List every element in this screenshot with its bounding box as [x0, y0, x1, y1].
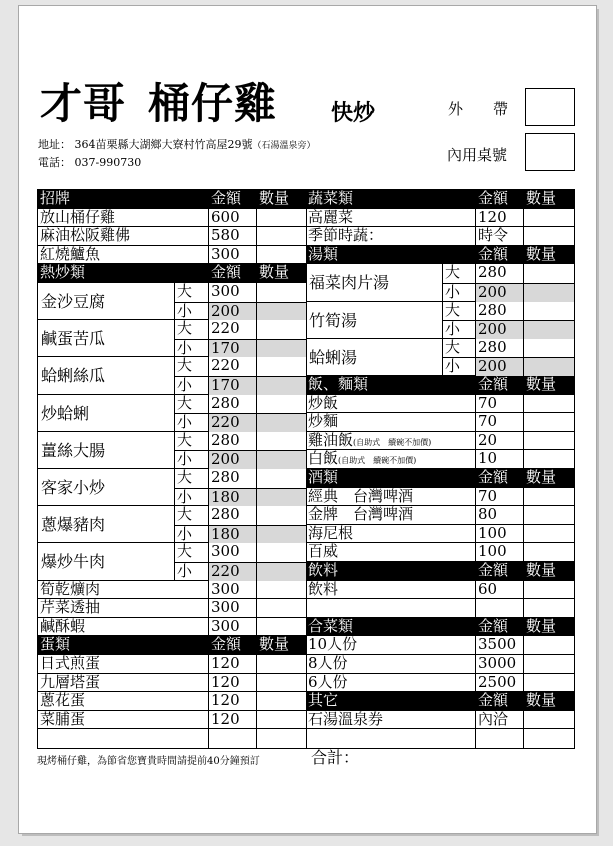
size-label: 大 — [442, 339, 475, 358]
table-number-box[interactable] — [525, 133, 575, 171]
item-price: 時令 — [475, 227, 523, 245]
qty-cell[interactable] — [256, 414, 306, 432]
item-price: 220 — [208, 320, 256, 339]
size-label: 小 — [442, 284, 475, 302]
item-price: 200 — [475, 284, 523, 302]
size-row-large — [442, 264, 574, 283]
price-column-header: 金額 — [208, 264, 256, 282]
sized-menu-item — [38, 395, 306, 432]
size-row-large — [174, 283, 306, 302]
menu-item-row — [306, 655, 574, 674]
qty-cell[interactable] — [523, 432, 574, 450]
item-price: 180 — [208, 526, 256, 544]
item-price: 70 — [475, 413, 523, 431]
qty-cell[interactable] — [256, 469, 306, 488]
qty-cell[interactable] — [256, 655, 306, 673]
grid-line — [208, 729, 209, 748]
item-name: 經典 台灣啤酒 — [308, 487, 414, 505]
menu-item-row — [38, 711, 306, 730]
qty-cell[interactable] — [256, 340, 306, 358]
qty-cell[interactable] — [256, 283, 306, 302]
size-label: 大 — [174, 320, 208, 339]
item-price: 200 — [208, 451, 256, 469]
section-title: 蔬菜類 — [308, 190, 354, 207]
item-price: 170 — [208, 340, 256, 358]
qty-cell[interactable] — [523, 599, 574, 617]
menu-item-row — [306, 506, 574, 525]
size-row-small — [174, 488, 306, 507]
menu-item-row — [38, 674, 306, 693]
size-row-large — [174, 469, 306, 488]
menu-item-row — [306, 711, 574, 730]
section-header-soup — [306, 246, 574, 265]
size-label: 大 — [174, 432, 208, 451]
size-row-large — [174, 320, 306, 339]
item-name: 10人份 — [308, 636, 358, 654]
size-row-small — [174, 525, 306, 544]
price-column-header: 金額 — [475, 190, 523, 208]
qty-column-header: 數量 — [256, 190, 306, 208]
sized-menu-item — [38, 469, 306, 506]
item-name: 蛤蜊絲瓜 — [41, 366, 106, 386]
size-label: 大 — [442, 302, 475, 321]
item-name: 芹菜透抽 — [40, 599, 101, 617]
section-title: 其它 — [308, 692, 339, 710]
size-row-small — [174, 450, 306, 469]
item-name: 飲料 — [308, 580, 339, 598]
item-price: 220 — [208, 563, 256, 581]
sized-menu-item — [38, 357, 306, 394]
restaurant-name: 才哥 桶仔雞 — [40, 79, 278, 128]
item-price: 2500 — [475, 674, 523, 692]
section-title: 招牌 — [40, 190, 71, 207]
qty-cell[interactable] — [256, 246, 306, 264]
size-row-small — [174, 413, 306, 432]
size-row-large — [174, 543, 306, 562]
item-note: (自助式 續碗不加價) — [338, 456, 417, 466]
qty-cell[interactable] — [523, 321, 574, 339]
size-label: 大 — [174, 357, 208, 376]
item-name: 福菜肉片湯 — [309, 273, 390, 293]
menu-item-row — [38, 581, 306, 600]
item-price: 70 — [475, 488, 523, 506]
qty-cell[interactable] — [256, 209, 306, 227]
qty-column-header: 數量 — [523, 246, 574, 264]
size-row-large — [174, 395, 306, 414]
section-header-stirfry — [38, 264, 306, 283]
item-name: 炒蛤蜊 — [41, 403, 90, 423]
section-header-rice — [306, 376, 574, 395]
section-title: 蛋類 — [40, 636, 71, 654]
item-name: 雞油飯(自助式 續碗不加價) — [308, 431, 432, 449]
qty-cell[interactable] — [256, 711, 306, 729]
item-price: 280 — [208, 432, 256, 451]
qty-cell[interactable] — [523, 674, 574, 692]
size-label: 小 — [174, 414, 208, 432]
item-name: 白飯(自助式 續碗不加價) — [308, 450, 417, 468]
qty-cell[interactable] — [523, 711, 574, 729]
menu-item-row — [38, 618, 306, 637]
item-price: 200 — [208, 303, 256, 321]
qty-cell[interactable] — [523, 506, 574, 524]
qty-column-header: 數量 — [256, 264, 306, 282]
qty-cell[interactable] — [523, 488, 574, 506]
takeout-label: 外 帶 — [448, 100, 509, 118]
item-price: 300 — [208, 599, 256, 617]
size-row-small — [442, 357, 574, 376]
menu-item-row — [38, 246, 306, 265]
qty-column-header: 數量 — [523, 562, 574, 580]
item-note: (自助式 續碗不加價) — [353, 437, 432, 447]
menu-item-row — [306, 636, 574, 655]
item-name: 九層塔蛋 — [40, 673, 101, 691]
grid-line — [256, 729, 257, 748]
menu-item-row — [38, 227, 306, 246]
menu-item-row — [306, 488, 574, 507]
qty-column-header: 數量 — [523, 376, 574, 394]
item-name: 石湯溫泉券 — [308, 710, 384, 728]
total-label: 合計： — [311, 748, 360, 767]
section-header-veg — [306, 190, 574, 209]
menu-item-row — [38, 209, 306, 228]
item-price: 100 — [475, 525, 523, 543]
item-price: 300 — [208, 618, 256, 636]
item-price: 120 — [208, 674, 256, 692]
item-price: 20 — [475, 432, 523, 450]
qty-cell[interactable] — [523, 581, 574, 599]
price-column-header: 金額 — [475, 246, 523, 264]
menu-item-row — [306, 227, 574, 246]
item-price: 120 — [208, 692, 256, 710]
section-header-signature — [38, 190, 306, 209]
section-title: 合菜類 — [308, 617, 354, 635]
qty-cell[interactable] — [523, 358, 574, 376]
size-label: 大 — [174, 283, 208, 302]
item-price: 280 — [208, 395, 256, 414]
item-name: 麻油松阪雞佛 — [40, 227, 131, 245]
qty-cell[interactable] — [256, 320, 306, 339]
qty-cell[interactable] — [256, 227, 306, 245]
dine-in-label: 內用桌號 — [447, 146, 508, 164]
item-name: 蔥花蛋 — [40, 692, 86, 710]
qty-cell[interactable] — [523, 339, 574, 358]
section-title: 酒類 — [308, 469, 339, 486]
size-label: 小 — [174, 563, 208, 581]
item-name: 紅燒鱸魚 — [40, 245, 101, 263]
size-row-large — [174, 357, 306, 376]
item-name: 炒飯 — [308, 394, 339, 412]
size-label: 小 — [174, 451, 208, 469]
qty-column-header: 數量 — [523, 618, 574, 636]
qty-cell[interactable] — [523, 543, 574, 561]
size-label: 大 — [174, 543, 208, 562]
item-name: 薑絲大腸 — [41, 440, 106, 460]
price-column-header: 金額 — [475, 618, 523, 636]
item-price: 60 — [475, 581, 523, 599]
item-price: 120 — [475, 209, 523, 227]
qty-cell[interactable] — [256, 599, 306, 617]
item-name: 菜脯蛋 — [40, 710, 86, 728]
qty-column-header: 數量 — [523, 190, 574, 208]
item-price: 70 — [475, 395, 523, 413]
qty-cell[interactable] — [256, 543, 306, 562]
qty-cell[interactable] — [256, 506, 306, 525]
section-title: 熱炒類 — [40, 264, 86, 282]
preorder-note: 現烤桶仔雞，為節省您寶貴時間請提前40分鐘預訂 — [37, 756, 260, 767]
qty-column-header: 數量 — [523, 469, 574, 487]
item-price: 3500 — [475, 636, 523, 654]
price-column-header: 金額 — [475, 562, 523, 580]
grid-line — [523, 729, 524, 748]
item-price — [475, 599, 523, 617]
item-price: 10 — [475, 450, 523, 468]
item-price: 280 — [208, 469, 256, 488]
item-price: 200 — [475, 321, 523, 339]
menu-item-row — [306, 581, 574, 600]
size-label: 小 — [442, 358, 475, 376]
item-price: 600 — [208, 209, 256, 227]
size-row-small — [174, 562, 306, 581]
size-label: 小 — [442, 321, 475, 339]
section-header-drinks — [306, 562, 574, 581]
item-name: 竹筍湯 — [309, 310, 358, 330]
qty-cell[interactable] — [523, 284, 574, 302]
size-label: 大 — [442, 264, 475, 283]
size-label: 小 — [174, 377, 208, 395]
price-column-header: 金額 — [475, 469, 523, 487]
qty-cell[interactable] — [256, 674, 306, 692]
item-name: 爆炒牛肉 — [41, 552, 106, 572]
qty-column-header: 數量 — [523, 692, 574, 710]
section-header-set — [306, 618, 574, 637]
phone-line: 電話： 037-990730 — [38, 156, 142, 169]
item-name: 金沙豆腐 — [41, 292, 106, 311]
size-row-large — [442, 339, 574, 358]
item-name: 6人份 — [308, 673, 348, 691]
item-price: 280 — [208, 506, 256, 525]
item-name — [306, 599, 475, 617]
item-name: 炒麵 — [308, 413, 339, 431]
size-label: 小 — [174, 489, 208, 507]
grid-line — [306, 190, 307, 748]
size-label: 小 — [174, 303, 208, 321]
item-name: 8人份 — [308, 655, 348, 672]
qty-cell[interactable] — [256, 395, 306, 414]
item-name: 蔥爆豬肉 — [41, 515, 106, 535]
menu-item-row — [306, 413, 574, 432]
menu-item-row — [306, 674, 574, 693]
menu-item-row — [306, 395, 574, 414]
menu-item-row — [306, 599, 574, 618]
qty-cell[interactable] — [256, 432, 306, 451]
item-name: 海尼根 — [308, 524, 354, 542]
qty-cell[interactable] — [256, 692, 306, 710]
qty-cell[interactable] — [256, 377, 306, 395]
section-header-egg — [38, 636, 306, 655]
section-title: 湯類 — [308, 245, 339, 263]
price-column-header: 金額 — [475, 692, 523, 710]
item-name: 放山桶仔雞 — [40, 208, 116, 226]
item-price: 3000 — [475, 655, 523, 673]
sized-menu-item — [38, 506, 306, 543]
menu-item-row — [38, 599, 306, 618]
price-column-header: 金額 — [475, 376, 523, 394]
takeout-box[interactable] — [525, 88, 575, 126]
item-price: 80 — [475, 506, 523, 524]
sized-menu-item — [306, 302, 574, 339]
menu-item-row — [38, 655, 306, 674]
item-price: 170 — [208, 377, 256, 395]
sized-menu-item — [306, 339, 574, 376]
restaurant-subtitle: 快炒 — [331, 101, 376, 126]
item-price: 280 — [475, 302, 523, 321]
menu-grid — [37, 189, 575, 749]
item-name: 客家小炒 — [41, 478, 106, 497]
sized-menu-item — [38, 543, 306, 580]
qty-cell[interactable] — [523, 227, 574, 245]
item-name: 日式煎蛋 — [40, 655, 101, 672]
item-name: 筍乾爌肉 — [40, 580, 101, 598]
item-name: 鹹酥蝦 — [40, 617, 86, 635]
qty-cell[interactable] — [256, 618, 306, 636]
sized-menu-item — [306, 264, 574, 301]
section-title: 飲料 — [308, 562, 339, 579]
item-price: 120 — [208, 711, 256, 729]
menu-item-row — [306, 450, 574, 469]
section-header-other — [306, 692, 574, 711]
item-price: 220 — [208, 357, 256, 376]
item-price: 220 — [208, 414, 256, 432]
item-name: 百威 — [308, 543, 339, 561]
size-row-small — [174, 339, 306, 358]
address-line: 地址： 364苗栗縣大湖鄉大寮村竹高屋29號（石湯溫泉旁） — [38, 138, 316, 151]
item-price: 300 — [208, 283, 256, 302]
section-title: 飯、麵類 — [308, 376, 369, 393]
size-row-large — [174, 506, 306, 525]
item-price: 200 — [475, 358, 523, 376]
item-price: 300 — [208, 581, 256, 599]
size-row-small — [174, 376, 306, 395]
qty-cell[interactable] — [256, 489, 306, 507]
qty-cell[interactable] — [523, 450, 574, 468]
item-name: 鹹蛋苦瓜 — [41, 329, 106, 349]
size-row-small — [442, 283, 574, 302]
sized-menu-item — [38, 432, 306, 469]
item-price: 100 — [475, 543, 523, 561]
size-row-small — [174, 302, 306, 321]
item-name: 金牌 台灣啤酒 — [308, 506, 414, 524]
sized-menu-item — [38, 283, 306, 320]
size-label: 大 — [174, 395, 208, 414]
qty-cell[interactable] — [256, 451, 306, 469]
item-price: 280 — [475, 264, 523, 283]
menu-item-row — [306, 543, 574, 562]
size-row-large — [442, 302, 574, 321]
size-row-large — [174, 432, 306, 451]
qty-cell[interactable] — [256, 526, 306, 544]
qty-cell[interactable] — [256, 581, 306, 599]
item-name: 高麗菜 — [308, 208, 354, 226]
item-price: 180 — [208, 489, 256, 507]
qty-cell[interactable] — [523, 302, 574, 321]
size-row-small — [442, 320, 574, 339]
price-column-header: 金額 — [208, 636, 256, 654]
item-price: 280 — [475, 339, 523, 358]
size-label: 大 — [174, 506, 208, 525]
qty-cell[interactable] — [256, 357, 306, 376]
sized-menu-item — [38, 320, 306, 357]
item-price: 300 — [208, 246, 256, 264]
qty-cell[interactable] — [523, 209, 574, 227]
item-price: 120 — [208, 655, 256, 673]
item-price: 300 — [208, 543, 256, 562]
qty-cell[interactable] — [523, 636, 574, 654]
menu-item-row — [306, 525, 574, 544]
grid-line — [475, 729, 476, 748]
qty-cell[interactable] — [256, 303, 306, 321]
size-label: 小 — [174, 340, 208, 358]
qty-cell[interactable] — [523, 413, 574, 431]
qty-column-header: 數量 — [256, 636, 306, 654]
price-column-header: 金額 — [208, 190, 256, 208]
section-header-alcohol — [306, 469, 574, 488]
menu-item-row — [306, 432, 574, 451]
size-label: 小 — [174, 526, 208, 544]
qty-cell[interactable] — [256, 563, 306, 581]
item-name: 季節時蔬： — [308, 227, 384, 245]
qty-cell[interactable] — [523, 264, 574, 283]
item-price: 內洽 — [475, 711, 523, 729]
qty-cell[interactable] — [523, 525, 574, 543]
menu-item-row — [38, 692, 306, 711]
qty-cell[interactable] — [523, 395, 574, 413]
qty-cell[interactable] — [523, 655, 574, 673]
item-name: 蛤蜊湯 — [309, 347, 358, 367]
item-price: 580 — [208, 227, 256, 245]
menu-item-row — [306, 209, 574, 228]
size-label: 大 — [174, 469, 208, 488]
